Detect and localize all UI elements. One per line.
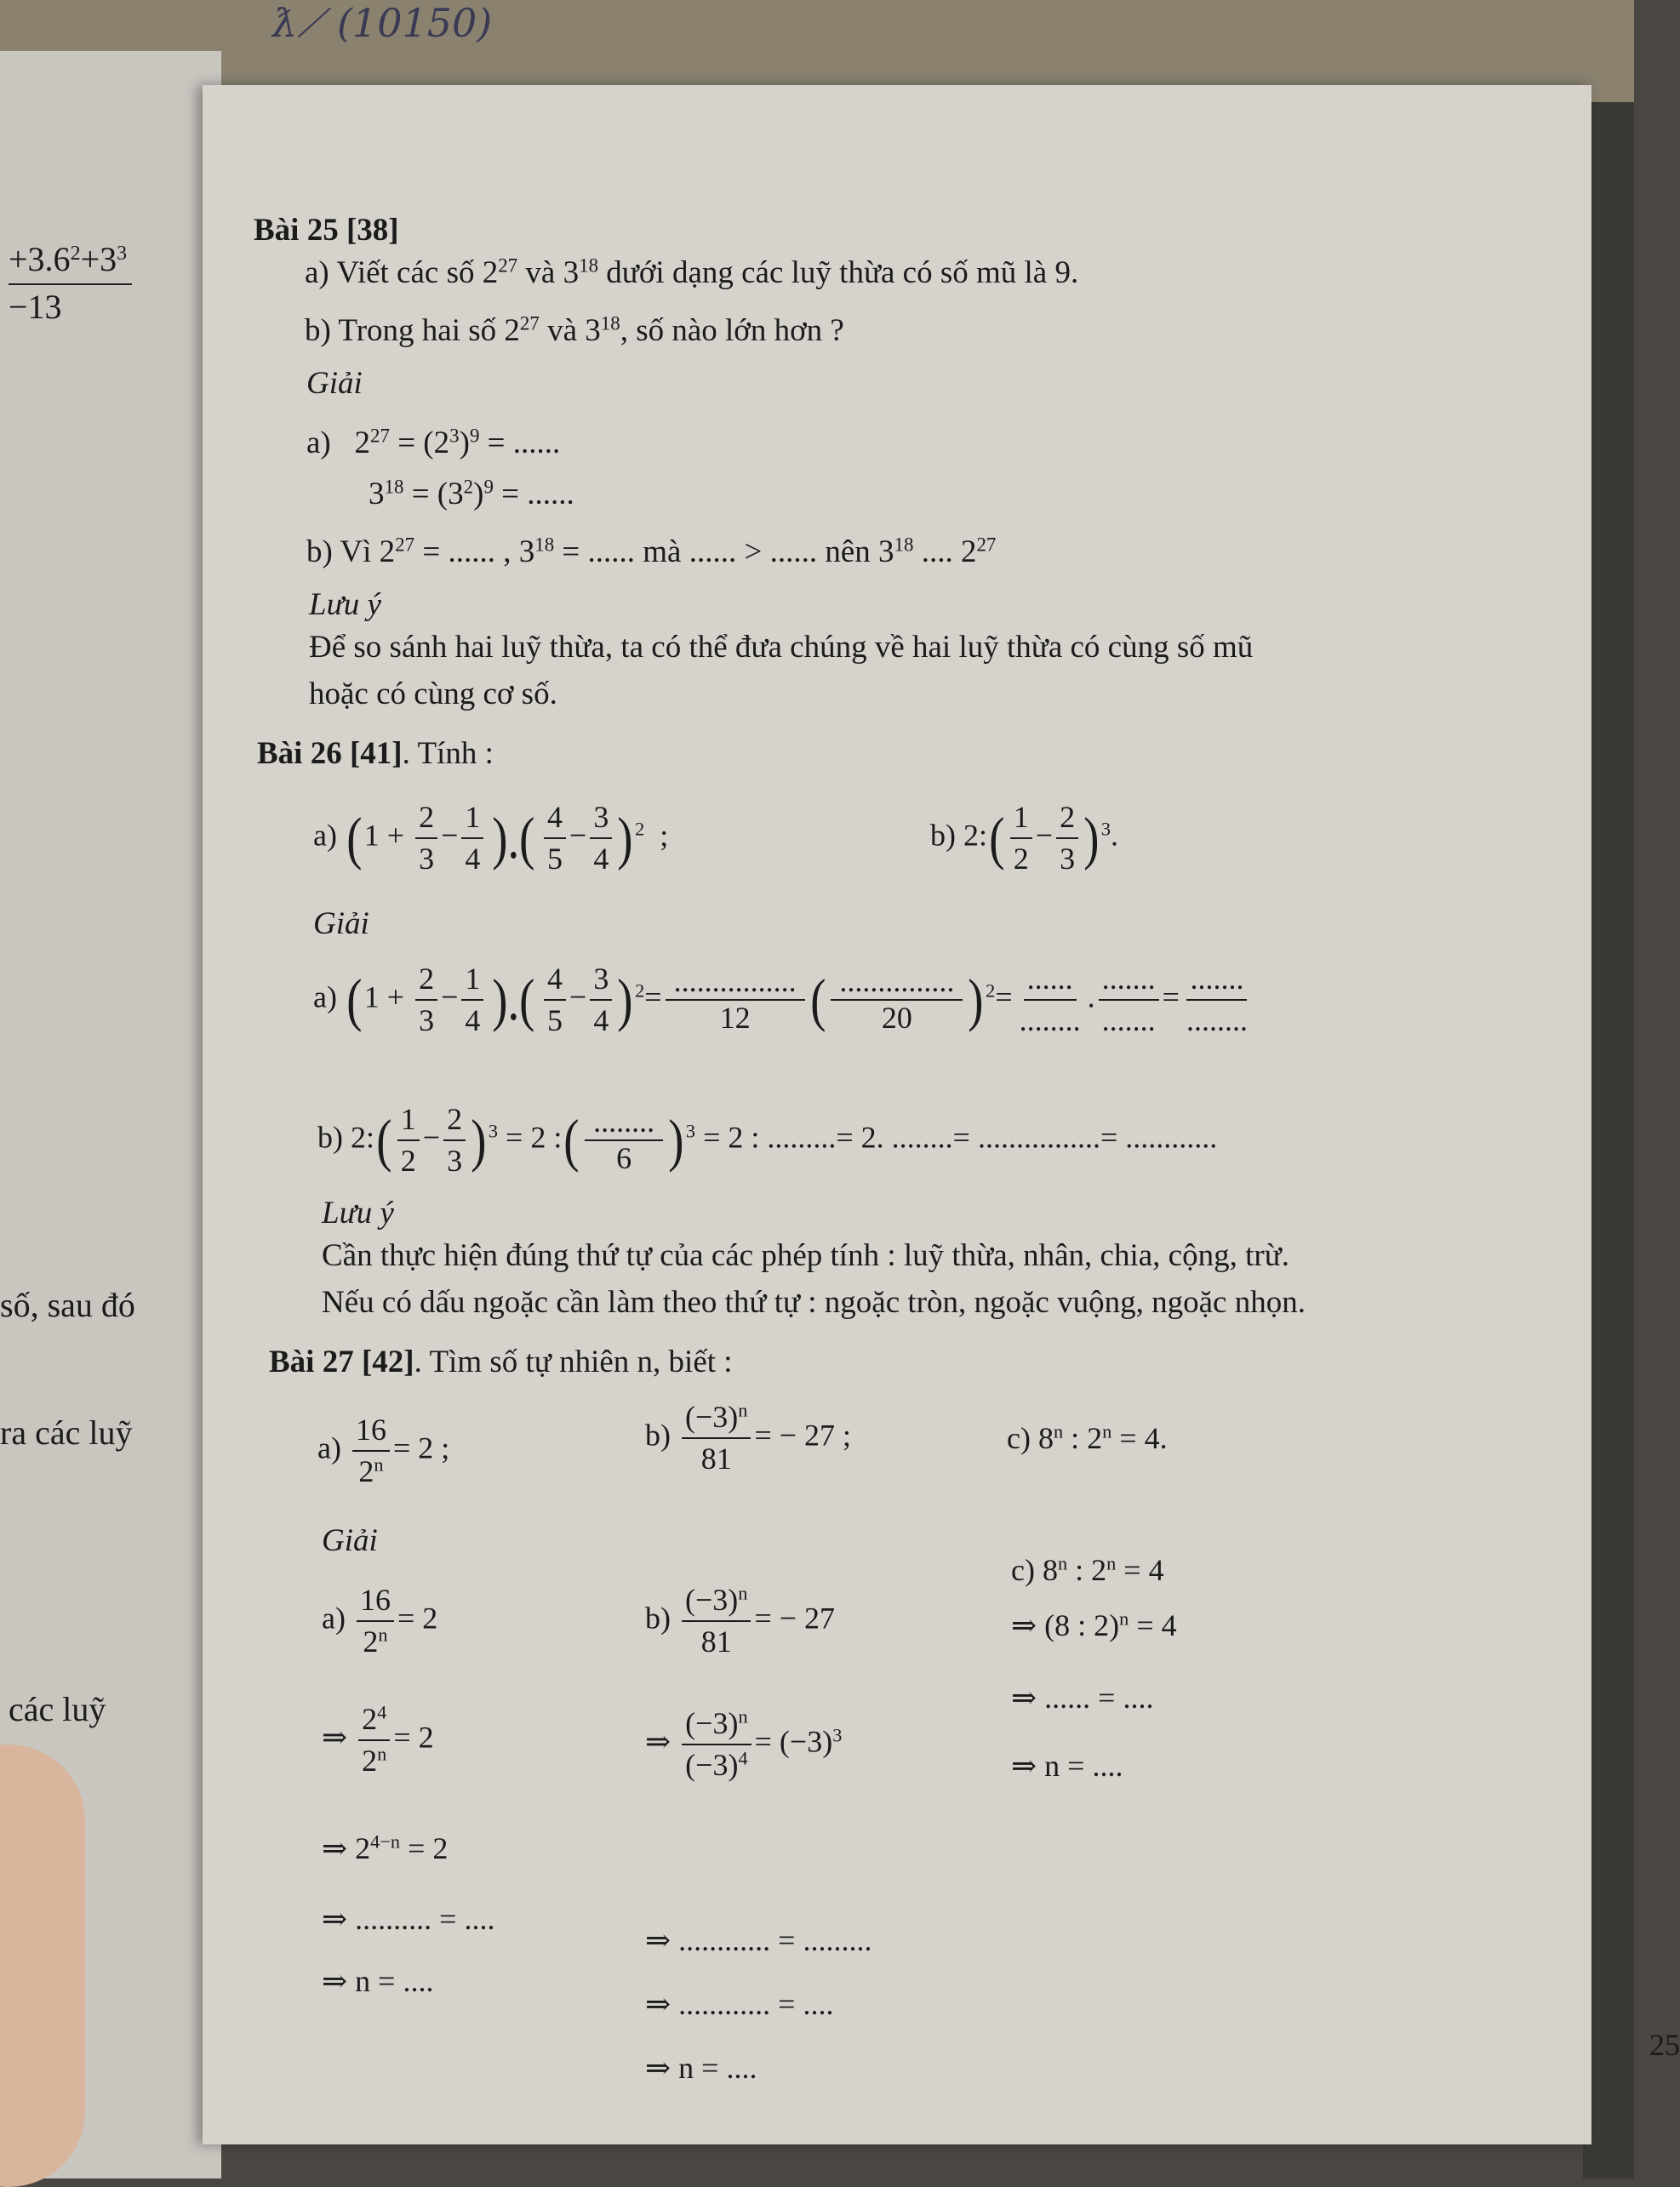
exercise-27-solution-b-4: ⇒ ............ = .... [645, 1987, 834, 2021]
fraction: $\frac{1}{2}$ [397, 1102, 420, 1179]
exercise-27-solution-a-1: a) $\frac{16}{2^n}$ = 2 [322, 1583, 438, 1659]
exercise-26-note-title: Lưu ý [322, 1196, 394, 1231]
fraction: $\frac{3}{4}$ [590, 962, 612, 1039]
exercise-27-solution-heading: Giải [322, 1523, 378, 1558]
page-number: 25 [1649, 2028, 1680, 2062]
fraction: $\frac{2}{3}$ [415, 962, 437, 1039]
exercise-26-solution-a: a) (1 + $\frac{2}{3}$ − $\frac{1}{4}$ ).( $\frac{4}{5}$ − $\frac{3}{4}$ ) $^2$= ................ 12 ( ............... 20 ) $^2$= ...... ........ . ....... ....... = ....... ........ [313, 962, 1254, 1039]
fraction: $\frac{1}{4}$ [461, 800, 483, 877]
fraction: ........ 6 [585, 1105, 663, 1177]
exercise-27-solution-b-5: ⇒ n = .... [645, 2051, 757, 2085]
exercise-27-solution-a-3: ⇒ $2^{4-n} = 2$ [322, 1830, 449, 1865]
fraction: $\frac{4}{5}$ [544, 962, 566, 1039]
fraction: ....... ........ [1186, 962, 1248, 1038]
fraction: $\frac{2}{3}$ [443, 1102, 466, 1179]
exercise-27-solution-a-2: ⇒ $\frac{2^4}{2^n}$ = 2 [322, 1701, 434, 1779]
handwritten-note: ƛ⟋ (10150) [272, 0, 493, 46]
exercise-25-note-line-2: hoặc có cùng cơ số. [309, 677, 557, 711]
exercise-26-note-line-1: Cần thực hiện đúng thứ tự của các phép tính : luỹ thừa, nhân, chia, cộng, trừ. [322, 1238, 1290, 1273]
exercise-27-title: Bài 27 [42]. Tìm số tự nhiên n, biết : [269, 1345, 733, 1379]
exercise-26-title: Bài 26 [41]. Tính : [257, 736, 494, 771]
book-page [203, 85, 1680, 2144]
fraction: ....... ....... [1099, 962, 1159, 1039]
fraction: $\frac{(-3)^n}{(-3)^4}$ [682, 1706, 751, 1784]
fraction: ................ 12 [666, 964, 805, 1036]
fraction: $\frac{4}{5}$ [544, 800, 566, 877]
finger [0, 1744, 85, 2187]
left-page-text-1: số, sau đó [0, 1286, 135, 1324]
fraction: ............... 20 [831, 964, 963, 1036]
exercise-26-note-line-2: Nếu có dấu ngoặc cần làm theo thứ tự : ngoặc tròn, ngoặc vuộng, ngoặc nhọn. [322, 1285, 1306, 1320]
exercise-27-solution-c-3: ⇒ ...... = .... [1011, 1681, 1154, 1715]
exercise-27-solution-b-3: ⇒ ............ = ......... [645, 1923, 872, 1957]
fraction: $\frac{(-3)^n}{81}$ [682, 1583, 751, 1660]
fraction: $\frac{1}{2}$ [1010, 800, 1032, 877]
exercise-27-solution-c-1: c) 8$^n$ : $2^n = 4$ [1011, 1552, 1164, 1587]
exercise-26-problem-b: b) 2:( $\frac{1}{2}$ − $\frac{2}{3}$ ) $^3$. [930, 800, 1119, 877]
fraction: $\frac{2^4}{2^n}$ [358, 1702, 390, 1779]
exercise-25-solution-a-1: a) $2^{27} = (2^3)^9$ = ...... [306, 425, 561, 460]
left-page-text-3: các luỹ [9, 1690, 106, 1728]
exercise-25-part-b: b) Trong hai số $2^{27}$ và $3^{18}$, số nào lớn hơn ? [305, 312, 844, 348]
exercise-27-problem-c: c) 8$^n$ : $2^n = 4$. [1007, 1420, 1168, 1455]
exercise-25-solution-b: b) Vì $2^{27}$ = ...... , $3^{18}$ = ...... mà ...... > ...... nên $3^{18}$ .... $2^{27}$ [306, 534, 997, 569]
exercise-27-solution-a-5: ⇒ n = .... [322, 1964, 434, 1998]
exercise-26-problem-a: a) (1 + $\frac{2}{3}$ − $\frac{1}{4}$ ).( $\frac{4}{5}$ − $\frac{3}{4}$ ) $^2$ ; [313, 800, 669, 877]
exercise-27-problem-b: b) $\frac{(-3)^n}{81}$ = − 27 ; [645, 1399, 852, 1476]
exercise-25-note-title: Lưu ý [309, 587, 381, 622]
handwritten-number: (10150) [336, 0, 493, 46]
exercise-27-solution-b-1: b) $\frac{(-3)^n}{81}$ = − 27 [645, 1582, 836, 1659]
exercise-26-solution-b: b) 2:( $\frac{1}{2}$ − $\frac{2}{3}$ ) $^3$ = 2 :( ........ 6 ) $^3$ = 2 : .........= 2. ........= ................= ............ [317, 1102, 1218, 1179]
exercise-25-solution-heading: Giải [306, 366, 363, 401]
exercise-27-solution-a-4: ⇒ .......... = .... [322, 1902, 495, 1936]
exercise-25-note-line-1: Để so sánh hai luỹ thừa, ta có thể đưa chúng về hai luỹ thừa có cùng số mũ [309, 630, 1254, 665]
fraction: $\frac{2}{3}$ [1056, 800, 1078, 877]
fraction: ...... ........ [1019, 962, 1081, 1038]
left-page-text-2: ra các luỹ [0, 1413, 133, 1452]
fraction: $\frac{2}{3}$ [415, 800, 437, 877]
left-page-fraction: $\frac{+3.6^2+3^3}{-13}$ [9, 243, 132, 324]
exercise-27-solution-b-2: ⇒ $\frac{(-3)^n}{(-3)^4}$ = $(-3)^3$ [645, 1705, 843, 1783]
fraction: $\frac{(-3)^n}{81}$ [682, 1400, 751, 1477]
exercise-27-solution-c-4: ⇒ n = .... [1011, 1749, 1123, 1783]
exercise-25-part-a: a) Viết các số $2^{27}$ và $3^{18}$ dưới dạng các luỹ thừa có số mũ là 9. [305, 254, 1079, 290]
fraction: $\frac{16}{2^n}$ [357, 1583, 394, 1660]
fraction: $\frac{3}{4}$ [590, 800, 612, 877]
exercise-27-solution-c-2: ⇒ (8 : 2)$^n$ = 4 [1011, 1607, 1177, 1642]
fraction: $\frac{16}{2^n}$ [352, 1413, 390, 1490]
exercise-26-solution-heading: Giải [313, 906, 369, 941]
fraction: $\frac{1}{4}$ [461, 962, 483, 1039]
exercise-25-title: Bài 25 [38] [254, 213, 399, 248]
exercise-25-solution-a-2: $3^{18} = (3^2)^9$ = ...... [369, 476, 574, 511]
exercise-27-problem-a: a) $\frac{16}{2^n}$ = 2 ; [317, 1413, 450, 1489]
